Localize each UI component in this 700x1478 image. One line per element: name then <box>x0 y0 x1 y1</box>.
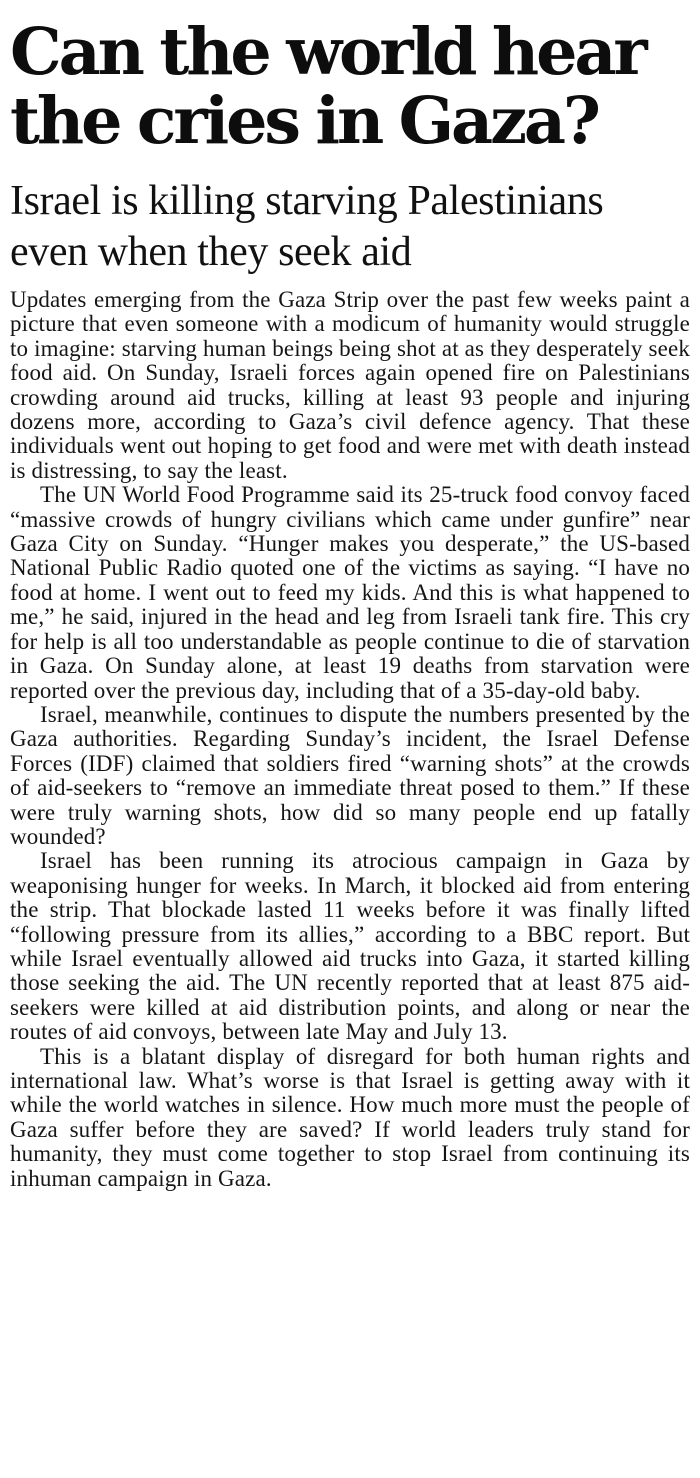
paragraph: Updates emerging from the Gaza Strip over the past few weeks paint a picture that even someone with a modicum of humanity would struggle to imagine: starving human beings being shot at as they desperately seek food aid. On Sunday, Israeli forces again opened fire on Palestinians crowding around aid trucks, killing at least 93 people and injuring dozens more, according to Gaza’s civil defence agency. That these individuals went out hoping to get food and were met with death instead is distressing, to say the least. <box>10 287 690 483</box>
headline: Can the world hear the cries in Gaza? <box>10 14 645 159</box>
paragraph: The UN World Food Programme said its 25-truck food convoy faced “massive crowds of hungry civilians which came under gunfire” near Gaza City on Sunday. “Hunger makes you desperate,” the US-based National Public Radio quoted one of the victims as saying. “I have no food at home. I went out to feed my kids. And this is what happened to me,” he said, injured in the head and leg from Israeli tank fire. This cry for help is all too understandable as people continue to die of starvation in Gaza. On Sunday alone, at least 19 deaths from starvation were reported over the previous day, including that of a 35-day-old baby. <box>10 482 690 703</box>
paragraph: Israel, meanwhile, continues to dispute the numbers presented by the Gaza authorities. Regarding Sunday’s incident, the Israel Defense Forces (IDF) claimed that soldiers fired “warning shots” at the crowds of aid-seekers to “remove an immediate threat posed to them.” If these were truly warning shots, how did so many people end up fatally wounded? <box>10 701 690 849</box>
paragraph: This is a blatant display of disregard for both human rights and international law. What’s worse is that Israel is getting away with it while the world watches in silence. How much more must the people of Gaza suffer before they are saved? If world leaders truly stand for humanity, they must come together to stop Israel from continuing its inhuman campaign in Gaza. <box>10 1043 690 1191</box>
paragraph: Israel has been running its atrocious campaign in Gaza by weaponising hunger for weeks. In March, it blocked aid from entering the strip. That blockade lasted 11 weeks before it was finally lifted “following pressure from its allies,” according to a BBC report. But while Israel eventually allowed aid trucks into Gaza, it started killing those seeking the aid. The UN recently reported that at least 875 aid-seekers were killed at aid distribution points, and along or near the routes of aid convoys, between late May and July 13. <box>10 848 690 1045</box>
subheadline: Israel is killing starving Palestinians even when they seek aid <box>10 178 604 275</box>
article-body <box>10 288 690 1191</box>
